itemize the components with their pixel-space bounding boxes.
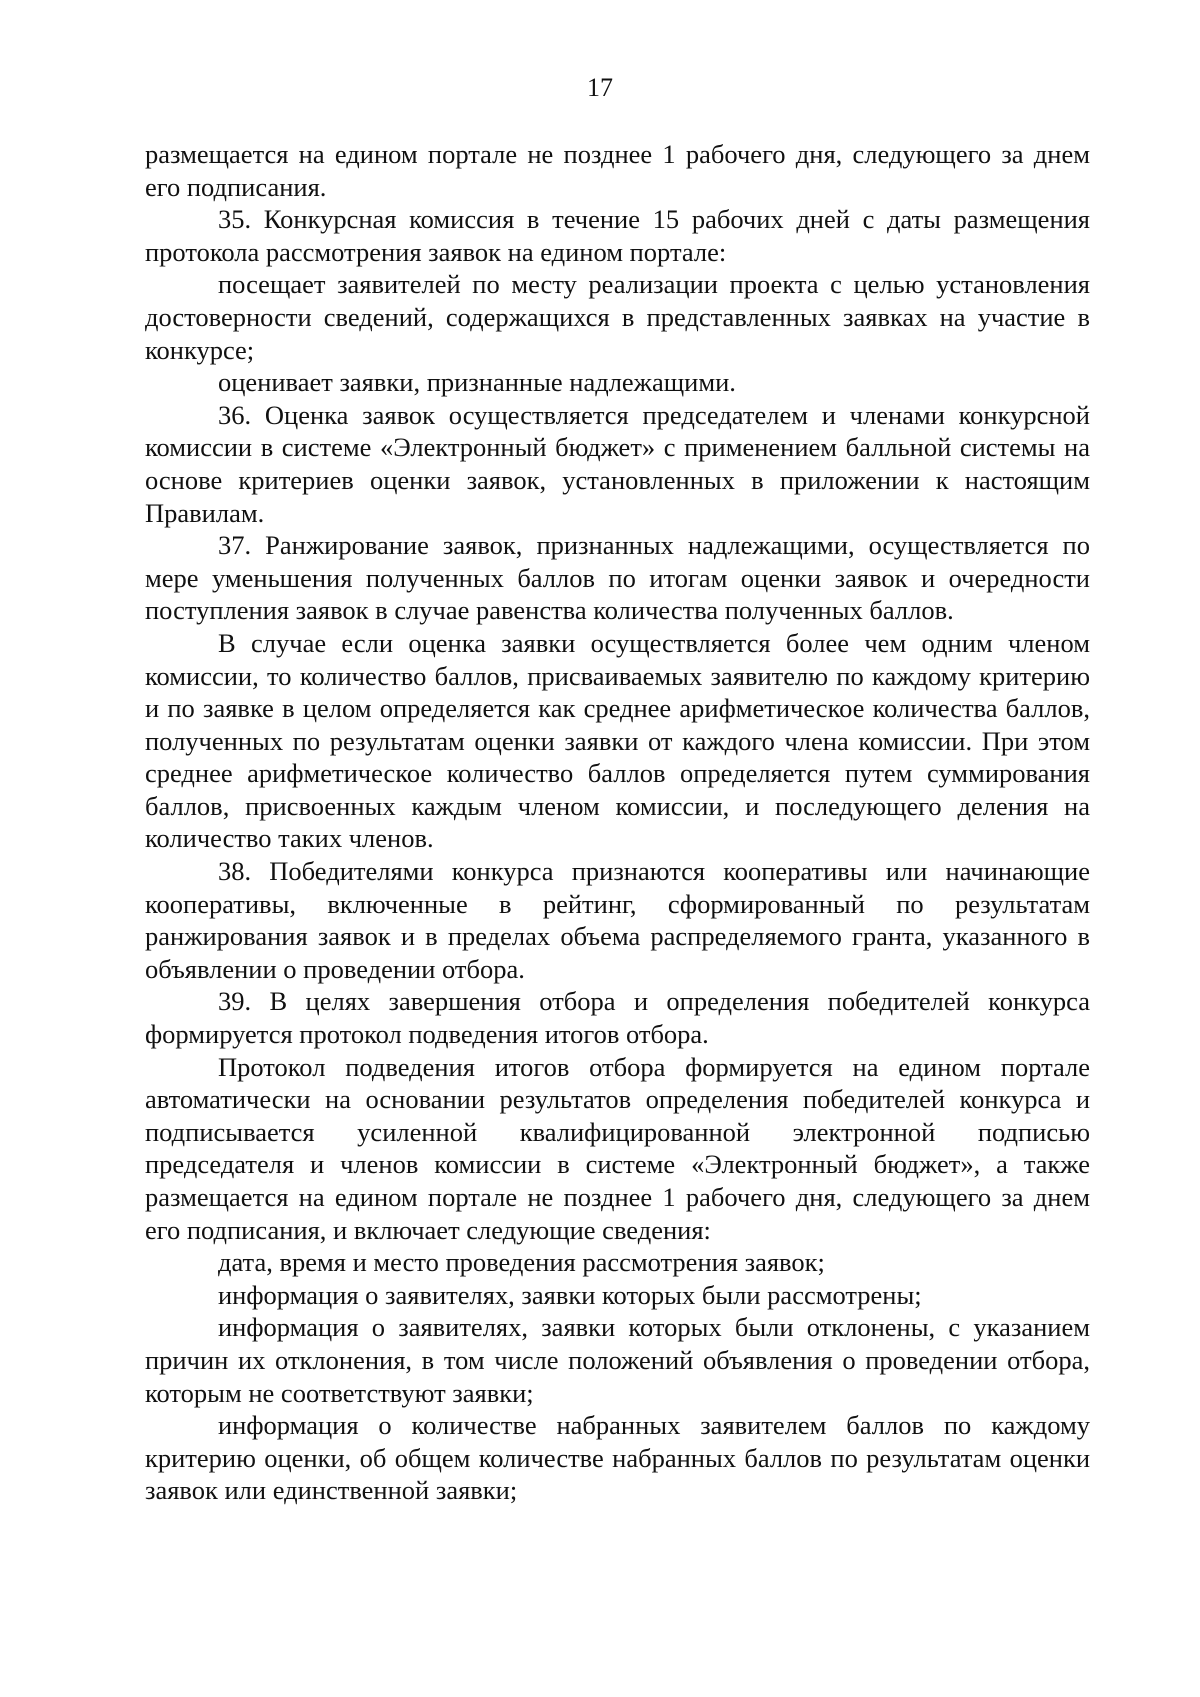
- list-item-rejected: информация о заявителях, заявки которых были отклонены, с указанием причин их отклонения, в том числе положений объявления о проведении отбора, которым не соответствуют заявки;: [145, 1312, 1090, 1408]
- page-number: 17: [587, 73, 613, 102]
- paragraph-39: 39. В целях завершения отбора и определения победителей конкурса формируется протокол подведения итогов отбора.: [145, 986, 1090, 1050]
- paragraph-35-item-evaluate: оценивает заявки, признанные надлежащими.: [218, 367, 736, 398]
- document-body: [145, 138, 1090, 1507]
- paragraph-35-item-visit: посещает заявителей по месту реализации проекта с целью установления достоверности сведений, содержащихся в представленных заявках на участие в конкурсе;: [145, 269, 1090, 365]
- paragraph-continuation: размещается на едином портале не позднее 1 рабочего дня, следующего за днем его подписания.: [145, 139, 1090, 202]
- paragraph-36: 36. Оценка заявок осуществляется председателем и членами конкурсной комиссии в системе «Электронный бюджет» с применением балльной системы на основе критериев оценки заявок, установленных в приложении к настоящим Правилам.: [145, 399, 1090, 528]
- paragraph-38: 38. Победителями конкурса признаются кооперативы или начинающие кооперативы, включенные в рейтинг, сформированный по результатам ранжирования заявок и в пределах объема распределяемого гранта, указанного в объявлении о проведении отбора.: [145, 856, 1090, 984]
- paragraph-37: 37. Ранжирование заявок, признанных надлежащими, осуществляется по мере уменьшения полученных баллов по итогам оценки заявок и очередности поступления заявок в случае равенства количества полученных баллов.: [145, 530, 1090, 626]
- list-item-scores: информация о количестве набранных заявителем баллов по каждому критерию оценки, об общем количестве набранных баллов по результатам оценки заявок или единственной заявки;: [145, 1410, 1090, 1506]
- paragraph-35: 35. Конкурсная комиссия в течение 15 рабочих дней с даты размещения протокола рассмотрения заявок на едином портале:: [145, 204, 1090, 267]
- paragraph-37-average: В случае если оценка заявки осуществляется более чем одним членом комиссии, то количество баллов, присваиваемых заявителю по каждому критерию и по заявке в целом определяется как среднее арифметическое количества баллов, полученных по результатам оценки заявки от каждого члена комиссии. При этом среднее арифметическое количество баллов определяется путем суммирования баллов, присвоенных каждым членом комиссии, и последующего деления на количество таких членов.: [145, 627, 1090, 854]
- paragraph-39-protocol: Протокол подведения итогов отбора формируется на едином портале автоматически на основании результатов определения победителей конкурса и подписывается усиленной квалифицированной электронной подписью председателя и членов комиссии в системе «Электронный бюджет», а также размещается на едином портале не позднее 1 рабочего дня, следующего за днем его подписания, и включает следующие сведения:: [145, 1051, 1090, 1245]
- list-item-reviewed: информация о заявителях, заявки которых были рассмотрены;: [218, 1279, 922, 1310]
- list-item-date: дата, время и место проведения рассмотрения заявок;: [218, 1247, 825, 1278]
